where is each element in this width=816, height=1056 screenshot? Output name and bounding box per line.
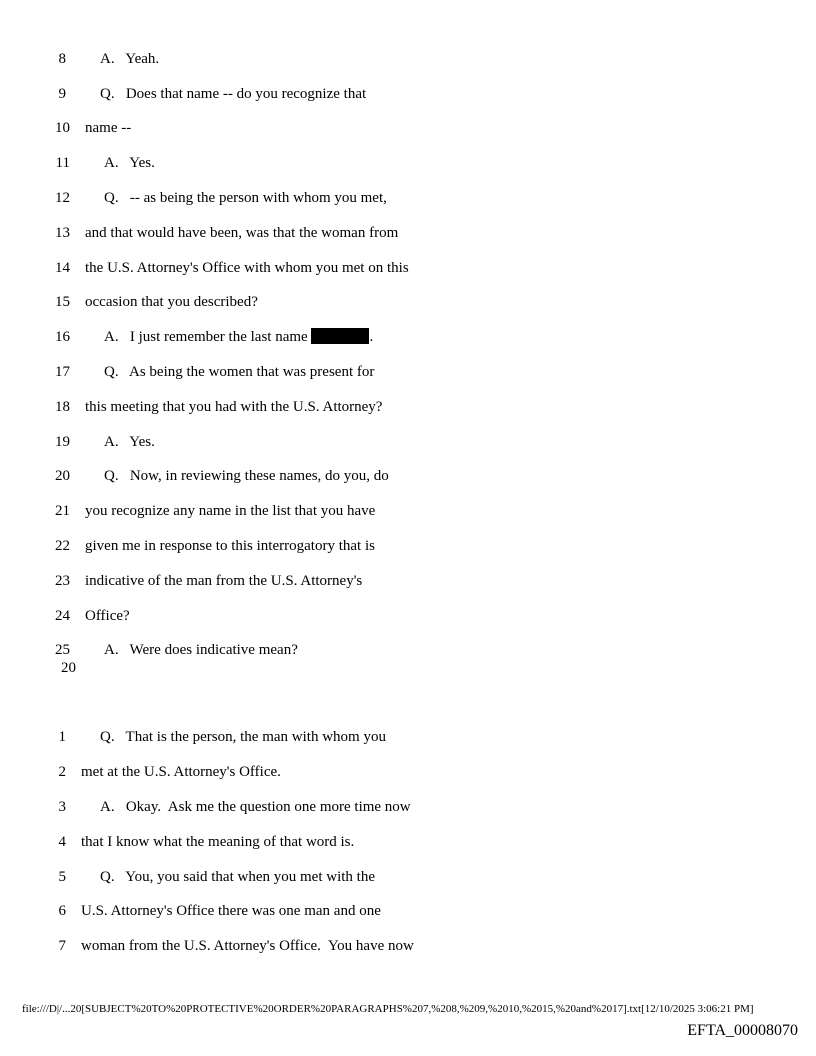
line-number: 13 xyxy=(55,225,70,241)
line-text: and that would have been, was that the woman from xyxy=(85,225,399,241)
transcript-line xyxy=(0,797,411,817)
line-number: 4 xyxy=(58,834,66,850)
line-text: woman from the U.S. Attorney's Office. You have now xyxy=(81,938,414,954)
line-text: Q. Does that name -- do you recognize that xyxy=(100,86,367,102)
transcript-line xyxy=(0,84,367,104)
transcript-line xyxy=(0,223,399,243)
line-number: 8 xyxy=(58,51,66,67)
transcript-line xyxy=(0,49,160,69)
line-text: Q. Now, in reviewing these names, do you, do xyxy=(104,468,389,484)
line-number: 16 xyxy=(55,329,70,345)
line-number: 9 xyxy=(58,86,66,102)
transcript-line xyxy=(0,606,130,626)
transcript-line xyxy=(0,258,409,278)
redaction-box xyxy=(311,328,369,344)
transcript-line xyxy=(0,432,155,452)
transcript-line xyxy=(0,466,389,486)
line-text: Q. That is the person, the man with whom you xyxy=(100,729,386,745)
line-number: 18 xyxy=(55,399,70,415)
line-text-end: . xyxy=(369,329,374,345)
line-text: name -- xyxy=(85,120,132,136)
line-number: 7 xyxy=(58,938,66,954)
transcript-line xyxy=(0,397,383,417)
bates-number: EFTA_00008070 xyxy=(687,1022,798,1039)
transcript-line xyxy=(0,936,414,956)
line-text: Q. As being the women that was present for xyxy=(104,364,375,380)
line-number: 14 xyxy=(55,260,70,276)
line-text: indicative of the man from the U.S. Attorney's xyxy=(85,573,363,589)
transcript-line xyxy=(0,188,387,208)
line-number: 10 xyxy=(55,120,70,136)
line-text: Office? xyxy=(85,608,130,624)
line-number: 24 xyxy=(55,608,70,624)
transcript-line xyxy=(0,536,375,556)
line-number: 12 xyxy=(55,190,70,206)
transcript-line xyxy=(0,118,132,138)
transcript-line xyxy=(0,571,363,591)
line-text: A. Yes. xyxy=(104,434,155,450)
line-text: occasion that you described? xyxy=(85,294,258,310)
line-number: 23 xyxy=(55,573,70,589)
line-text: the U.S. Attorney's Office with whom you met on this xyxy=(85,260,409,276)
transcript-line xyxy=(0,901,381,921)
line-number: 19 xyxy=(55,434,70,450)
line-text: you recognize any name in the list that you have xyxy=(85,503,376,519)
transcript-line xyxy=(0,501,376,521)
transcript-line xyxy=(0,153,155,173)
line-number: 20 xyxy=(55,468,70,484)
line-text: met at the U.S. Attorney's Office. xyxy=(81,764,281,780)
line-number: 17 xyxy=(55,364,70,380)
transcript-line xyxy=(0,727,386,747)
transcript-line xyxy=(0,327,374,347)
line-text: Q. You, you said that when you met with the xyxy=(100,869,375,885)
line-text: Q. -- as being the person with whom you met, xyxy=(104,190,387,206)
line-text: U.S. Attorney's Office there was one man and one xyxy=(81,903,381,919)
transcript-line xyxy=(0,292,258,312)
transcript-line xyxy=(0,832,355,852)
line-text: A. Okay. Ask me the question one more time now xyxy=(100,799,411,815)
line-text: A. Yeah. xyxy=(100,51,160,67)
line-number: 6 xyxy=(58,903,66,919)
line-number: 1 xyxy=(58,729,66,745)
file-path-footer: file:///D|/...20[SUBJECT%20TO%20PROTECTIVE%20ORDER%20PARAGRAPHS%207,%208,%209,%2010,%2015,%20and%2017].txt[12/10/2025 3:06:21 PM] xyxy=(22,1003,754,1015)
line-number: 21 xyxy=(55,503,70,519)
line-number: 5 xyxy=(58,869,66,885)
transcript-line xyxy=(0,867,375,887)
line-number: 15 xyxy=(55,294,70,310)
transcript-line xyxy=(0,762,281,782)
line-text: A. I just remember the last name xyxy=(104,329,312,345)
line-number: 2 xyxy=(58,764,66,780)
line-text: A. Yes. xyxy=(104,155,155,171)
line-text: given me in response to this interrogatory that is xyxy=(85,538,375,554)
line-text: that I know what the meaning of that word is. xyxy=(81,834,355,850)
line-number: 22 xyxy=(55,538,70,554)
line-number: 3 xyxy=(58,799,66,815)
line-number: 25 xyxy=(55,642,70,658)
page-number: 20 xyxy=(61,660,76,676)
line-text: A. Were does indicative mean? xyxy=(104,642,298,658)
line-text-with-redaction xyxy=(104,327,373,347)
transcript-line xyxy=(0,362,375,382)
line-number: 11 xyxy=(55,155,70,171)
transcript-line xyxy=(0,640,298,660)
line-text: this meeting that you had with the U.S. Attorney? xyxy=(85,399,383,415)
